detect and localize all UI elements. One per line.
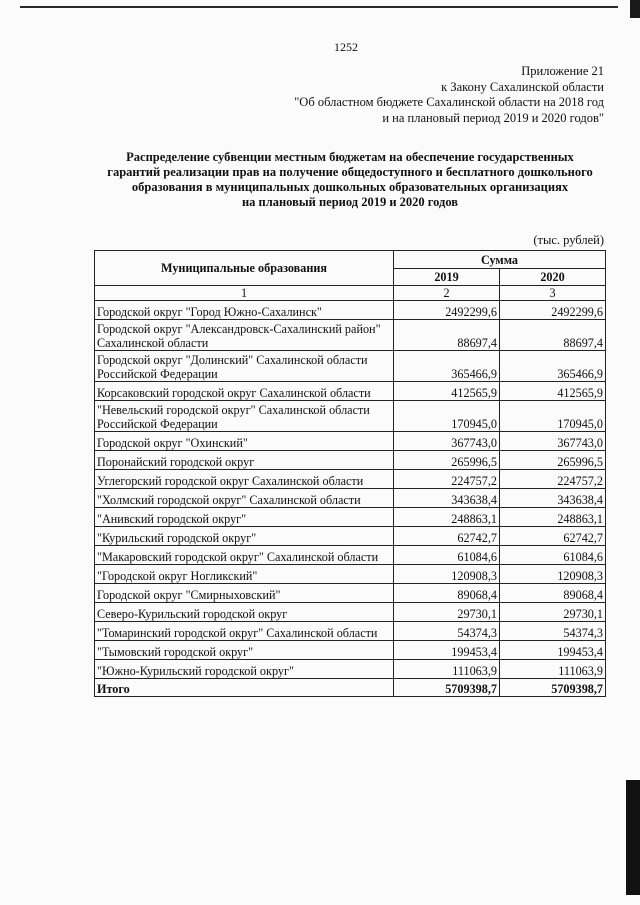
table-row xyxy=(95,546,606,565)
appendix-line-4: и на плановый период 2019 и 2020 годов" xyxy=(382,110,604,125)
amount-2019: 265996,5 xyxy=(394,451,500,470)
table-row xyxy=(95,382,606,401)
table-row xyxy=(95,603,606,622)
amount-2019: 412565,9 xyxy=(394,382,500,401)
municipality-name: "Тымовский городской округ" xyxy=(95,641,394,660)
title-line-4: на плановый период 2019 и 2020 годов xyxy=(241,195,459,209)
amount-2020: 248863,1 xyxy=(500,508,606,527)
amount-2020: 365466,9 xyxy=(500,351,606,382)
amount-2019: 29730,1 xyxy=(394,603,500,622)
table-row xyxy=(95,660,606,679)
amount-2020: 54374,3 xyxy=(500,622,606,641)
amount-2019: 88697,4 xyxy=(394,320,500,351)
amount-2019: 367743,0 xyxy=(394,432,500,451)
amount-2019: 199453,4 xyxy=(394,641,500,660)
table-row xyxy=(95,508,606,527)
amount-2019: 2492299,6 xyxy=(394,301,500,320)
amount-2019: 61084,6 xyxy=(394,546,500,565)
table-row xyxy=(95,301,606,320)
table-row xyxy=(95,489,606,508)
amount-2020: 367743,0 xyxy=(500,432,606,451)
amount-2020: 62742,7 xyxy=(500,527,606,546)
table-row xyxy=(95,451,606,470)
table-body xyxy=(95,301,606,679)
header-year-2020: 2020 xyxy=(500,269,606,286)
amount-2020: 2492299,6 xyxy=(500,301,606,320)
amount-2020: 412565,9 xyxy=(500,382,606,401)
municipality-name: Углегорский городской округ Сахалинской области xyxy=(95,470,394,489)
title-line-2: гарантий реализации прав на получение общедоступного и бесплатного дошкольного xyxy=(107,165,593,179)
municipality-name: Городской округ "Охинский" xyxy=(95,432,394,451)
table-row xyxy=(95,565,606,584)
units-label: (тыс. рублей) xyxy=(533,233,604,247)
total-row xyxy=(95,679,606,697)
title-line-1: Распределение субвенции местным бюджетам на обеспечение государственных xyxy=(126,150,574,164)
amount-2019: 343638,4 xyxy=(394,489,500,508)
municipality-name: Городской округ "Александровск-Сахалинский район" Сахалинской области xyxy=(95,320,394,351)
municipality-name: Северо-Курильский городской округ xyxy=(95,603,394,622)
title-line-3: образования в муниципальных дошкольных образовательных организациях xyxy=(131,180,569,194)
scan-top-rule xyxy=(20,6,618,8)
total-label: Итого xyxy=(95,679,394,697)
table-row xyxy=(95,527,606,546)
table-row xyxy=(95,401,606,432)
municipality-name: "Невельский городской округ" Сахалинской области Российской Федерации xyxy=(95,401,394,432)
amount-2019: 54374,3 xyxy=(394,622,500,641)
amount-2020: 224757,2 xyxy=(500,470,606,489)
table-row xyxy=(95,584,606,603)
amount-2020: 120908,3 xyxy=(500,565,606,584)
header-sum: Сумма xyxy=(394,251,606,269)
appendix-line-3: "Об областном бюджете Сахалинской области на 2018 год xyxy=(294,95,604,109)
amount-2020: 61084,6 xyxy=(500,546,606,565)
amount-2019: 224757,2 xyxy=(394,470,500,489)
column-number-3: 3 xyxy=(500,286,606,301)
column-number-2: 2 xyxy=(394,286,500,301)
amount-2019: 170945,0 xyxy=(394,401,500,432)
amount-2020: 111063,9 xyxy=(500,660,606,679)
municipality-name: "Городской округ Ногликский" xyxy=(95,565,394,584)
page-number: 1252 xyxy=(334,40,358,54)
municipality-name: Городской округ "Город Южно-Сахалинск" xyxy=(95,301,394,320)
scan-edge-mark xyxy=(626,780,640,895)
amount-2020: 89068,4 xyxy=(500,584,606,603)
municipality-name: "Холмский городской округ" Сахалинской области xyxy=(95,489,394,508)
amount-2020: 29730,1 xyxy=(500,603,606,622)
amount-2020: 170945,0 xyxy=(500,401,606,432)
amount-2020: 343638,4 xyxy=(500,489,606,508)
amount-2019: 120908,3 xyxy=(394,565,500,584)
table-row xyxy=(95,432,606,451)
header-municipalities: Муниципальные образования xyxy=(95,251,394,286)
appendix-line-1: Приложение 21 xyxy=(521,64,604,78)
column-number-1: 1 xyxy=(95,286,394,301)
municipality-name: "Анивский городской округ" xyxy=(95,508,394,527)
total-2019: 5709398,7 xyxy=(394,679,500,697)
amount-2020: 88697,4 xyxy=(500,320,606,351)
header-year-2019: 2019 xyxy=(394,269,500,286)
municipality-name: Корсаковский городской округ Сахалинской области xyxy=(95,382,394,401)
municipality-name: "Томаринский городской округ" Сахалинской области xyxy=(95,622,394,641)
municipality-name: "Южно-Курильский городской округ" xyxy=(95,660,394,679)
municipality-name: Городской округ "Долинский" Сахалинской области Российской Федерации xyxy=(95,351,394,382)
amount-2020: 199453,4 xyxy=(500,641,606,660)
table-row xyxy=(95,470,606,489)
total-2020: 5709398,7 xyxy=(500,679,606,697)
municipality-name: "Курильский городской округ" xyxy=(95,527,394,546)
table-row xyxy=(95,641,606,660)
scan-edge-mark-top xyxy=(630,0,640,18)
amount-2020: 265996,5 xyxy=(500,451,606,470)
appendix-line-2: к Закону Сахалинской области xyxy=(441,79,604,94)
amount-2019: 365466,9 xyxy=(394,351,500,382)
table-row xyxy=(95,351,606,382)
appendix-reference xyxy=(204,64,604,126)
amount-2019: 89068,4 xyxy=(394,584,500,603)
municipality-name: Поронайский городской округ xyxy=(95,451,394,470)
table-row xyxy=(95,320,606,351)
subvention-table xyxy=(94,250,606,697)
amount-2019: 248863,1 xyxy=(394,508,500,527)
municipality-name: "Макаровский городской округ" Сахалинской области xyxy=(95,546,394,565)
amount-2019: 111063,9 xyxy=(394,660,500,679)
document-title xyxy=(90,150,610,210)
municipality-name: Городской округ "Смирныховский" xyxy=(95,584,394,603)
table-row xyxy=(95,622,606,641)
amount-2019: 62742,7 xyxy=(394,527,500,546)
